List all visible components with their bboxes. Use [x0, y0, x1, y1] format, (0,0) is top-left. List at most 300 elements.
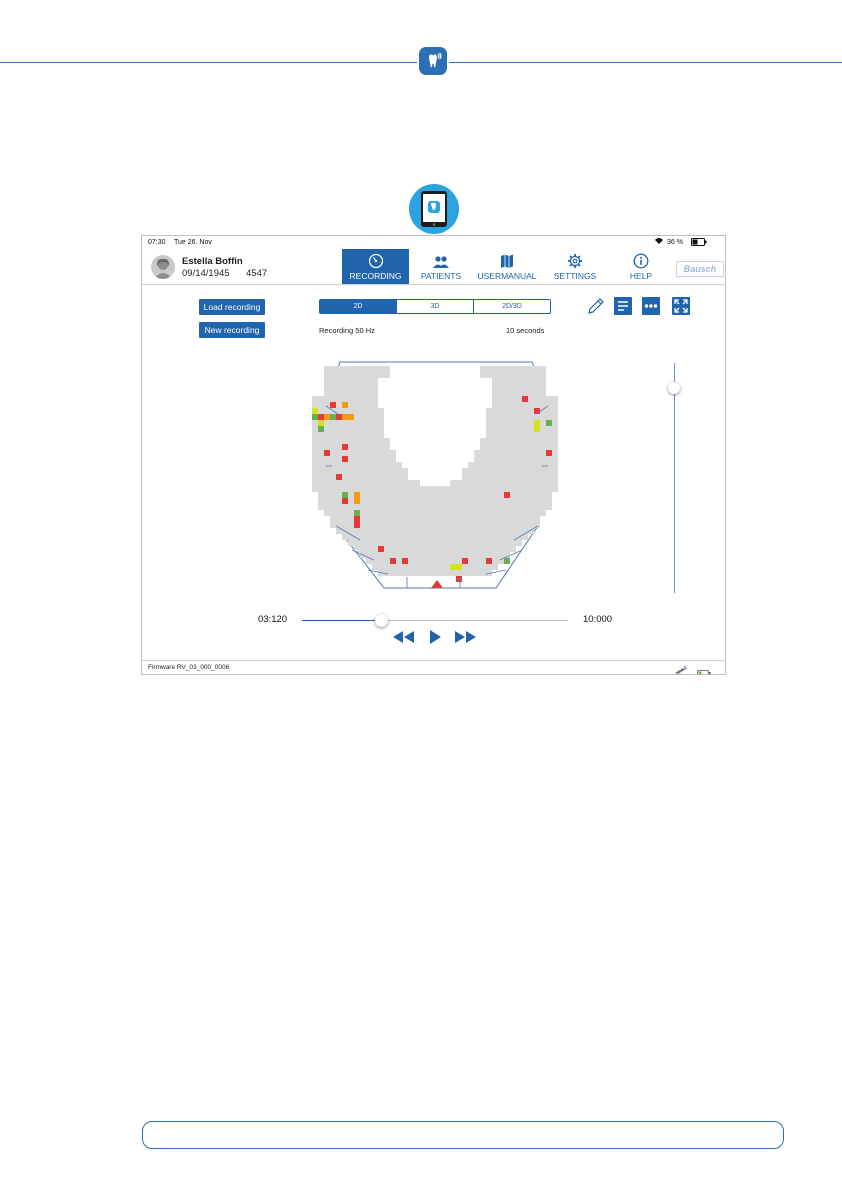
fast-forward-icon[interactable] — [453, 630, 477, 649]
sensor-cell — [480, 492, 486, 498]
sensor-cell — [348, 486, 354, 492]
sensor-cell — [414, 492, 420, 498]
contact-point — [312, 408, 318, 414]
sensor-cell — [348, 504, 354, 510]
sensor-cell — [540, 402, 546, 408]
sensor-cell — [414, 516, 420, 522]
sensor-cell — [492, 432, 498, 438]
sensor-cell — [438, 570, 444, 576]
sensor-cell — [372, 510, 378, 516]
sensor-cell — [486, 534, 492, 540]
tab-2d[interactable]: 2D — [320, 300, 396, 313]
sensor-cell — [462, 570, 468, 576]
sensor-cell — [366, 414, 372, 420]
sensor-cell — [504, 498, 510, 504]
center-marker — [431, 580, 443, 588]
sensor-cell — [534, 384, 540, 390]
sensor-cell — [444, 498, 450, 504]
sensor-cell — [498, 456, 504, 462]
sensor-cell — [354, 528, 360, 534]
sensor-cell — [468, 504, 474, 510]
sensor-cell — [444, 516, 450, 522]
sensor-cell — [528, 408, 534, 414]
battery-icon — [691, 238, 707, 248]
sensor-cell — [498, 426, 504, 432]
sensor-cell — [510, 522, 516, 528]
pencil-icon[interactable] — [586, 296, 606, 316]
sensor-cell — [534, 414, 540, 420]
sensor-cell — [480, 468, 486, 474]
sensor-cell — [408, 522, 414, 528]
sensor-cell — [486, 474, 492, 480]
sensor-cell — [462, 522, 468, 528]
sensor-cell — [324, 480, 330, 486]
sensor-cell — [498, 552, 504, 558]
sensor-cell — [534, 480, 540, 486]
sensor-cell — [336, 456, 342, 462]
sensor-cell — [342, 426, 348, 432]
sensor-cell — [492, 456, 498, 462]
sensor-cell — [546, 498, 552, 504]
sensor-cell — [390, 546, 396, 552]
avatar[interactable] — [151, 255, 175, 279]
sensor-cell — [474, 462, 480, 468]
sensor-cell — [504, 396, 510, 402]
sensor-cell — [438, 528, 444, 534]
sensor-cell — [342, 390, 348, 396]
sensor-cell — [522, 426, 528, 432]
sensor-cell — [492, 468, 498, 474]
sensor-cell — [348, 390, 354, 396]
sensor-cell — [366, 402, 372, 408]
sensor-cell — [348, 510, 354, 516]
sensor-cell — [516, 390, 522, 396]
sensor-cell — [534, 510, 540, 516]
sensor-cell — [354, 420, 360, 426]
sensor-cell — [492, 504, 498, 510]
battery-percent: 36 % — [667, 239, 683, 246]
sensor-cell — [348, 516, 354, 522]
sensor-cell — [336, 438, 342, 444]
sensor-cell — [546, 486, 552, 492]
sensor-cell — [336, 366, 342, 372]
sensor-cell — [540, 396, 546, 402]
sensor-cell — [378, 552, 384, 558]
sensor-battery-icon — [697, 664, 711, 675]
sensor-cell — [498, 432, 504, 438]
sensor-cell — [312, 486, 318, 492]
sensor-cell — [420, 486, 426, 492]
sensor-cell — [390, 498, 396, 504]
sensor-cell — [366, 408, 372, 414]
sensor-cell — [522, 390, 528, 396]
sensor-cell — [318, 456, 324, 462]
sensor-cell — [552, 450, 558, 456]
sensor-cell — [522, 486, 528, 492]
sensor-cell — [408, 552, 414, 558]
fullscreen-icon[interactable] — [671, 296, 691, 316]
sensor-cell — [378, 372, 384, 378]
sensor-cell — [510, 444, 516, 450]
sensor-cell — [534, 444, 540, 450]
sensor-cell — [510, 438, 516, 444]
sensor-cell — [534, 468, 540, 474]
sensor-cell — [402, 534, 408, 540]
sensor-cell — [420, 498, 426, 504]
sensor-cell — [378, 510, 384, 516]
sensor-cell — [384, 372, 390, 378]
force-threshold-slider[interactable] — [674, 363, 675, 593]
sensor-cell — [540, 366, 546, 372]
sensor-cell — [546, 474, 552, 480]
contact-point — [354, 498, 360, 504]
sensor-cell — [480, 570, 486, 576]
sensor-cell — [474, 570, 480, 576]
sensor-cell — [486, 564, 492, 570]
sensor-cell — [486, 420, 492, 426]
sensor-cell — [390, 486, 396, 492]
sensor-cell — [420, 504, 426, 510]
sensor-cell — [546, 426, 552, 432]
sensor-cell — [462, 540, 468, 546]
gear-icon — [567, 253, 583, 269]
sensor-cell — [462, 492, 468, 498]
tab-recording[interactable] — [342, 249, 409, 284]
tab-2d-3d[interactable]: 2D/3D — [473, 300, 550, 313]
sensor-cell — [366, 378, 372, 384]
sensor-cell — [534, 450, 540, 456]
sensor-cell — [330, 474, 336, 480]
sensor-cell — [528, 438, 534, 444]
sensor-cell — [366, 468, 372, 474]
tab-recording-label: RECORDING — [349, 271, 402, 281]
sensor-cell — [390, 504, 396, 510]
sensor-cell — [414, 546, 420, 552]
sensor-cell — [522, 510, 528, 516]
tab-help[interactable] — [616, 249, 666, 284]
sensor-cell — [492, 522, 498, 528]
sensor-cell — [516, 402, 522, 408]
sensor-cell — [408, 534, 414, 540]
sensor-cell — [486, 516, 492, 522]
sensor-cell — [408, 546, 414, 552]
sensor-cell — [360, 450, 366, 456]
sensor-cell — [324, 498, 330, 504]
sensor-cell — [486, 450, 492, 456]
sensor-cell — [366, 384, 372, 390]
sensor-cell — [402, 540, 408, 546]
sensor-cell — [378, 426, 384, 432]
tab-help-label: HELP — [629, 271, 653, 281]
sensor-cell — [546, 396, 552, 402]
sensor-cell — [432, 546, 438, 552]
sensor-cell — [480, 462, 486, 468]
sensor-cell — [510, 486, 516, 492]
sensor-cell — [498, 504, 504, 510]
sensor-cell — [336, 378, 342, 384]
sensor-cell — [372, 552, 378, 558]
sensor-cell — [360, 420, 366, 426]
sensor-cell — [516, 516, 522, 522]
timeline-knob[interactable] — [375, 614, 388, 627]
sensor-cell — [498, 408, 504, 414]
sensor-cell — [426, 570, 432, 576]
sensor-cell — [408, 540, 414, 546]
sensor-cell — [432, 486, 438, 492]
sensor-cell — [360, 396, 366, 402]
sensor-cell — [492, 480, 498, 486]
sensor-cell — [480, 564, 486, 570]
notes-icon[interactable] — [613, 296, 633, 316]
new-recording-button[interactable]: New recording — [199, 322, 265, 338]
sensor-cell — [330, 426, 336, 432]
sensor-cell — [372, 426, 378, 432]
sensor-cell — [348, 444, 354, 450]
tab-settings-label: SETTINGS — [553, 271, 597, 281]
contact-point — [318, 420, 324, 426]
sensor-cell — [378, 462, 384, 468]
sensor-cell — [528, 432, 534, 438]
sensor-cell — [504, 468, 510, 474]
sensor-cell — [342, 366, 348, 372]
tooth-bluetooth-icon — [419, 47, 447, 75]
sensor-cell — [378, 456, 384, 462]
sensor-cell — [492, 546, 498, 552]
sensor-cell — [348, 384, 354, 390]
sensor-cell — [420, 564, 426, 570]
sensor-cell — [456, 492, 462, 498]
sensor-cell — [312, 468, 318, 474]
sensor-cell — [420, 540, 426, 546]
sensor-cell — [468, 480, 474, 486]
sensor-cell — [462, 468, 468, 474]
sensor-cell — [540, 390, 546, 396]
sensor-cell — [504, 426, 510, 432]
sensor-cell — [396, 486, 402, 492]
sensor-cell — [330, 516, 336, 522]
sensor-icon — [674, 662, 688, 675]
sensor-cell — [312, 444, 318, 450]
sensor-cell — [372, 540, 378, 546]
tab-settings[interactable] — [546, 249, 604, 284]
sensor-cell — [342, 462, 348, 468]
sensor-cell — [378, 516, 384, 522]
sensor-cell — [420, 528, 426, 534]
sensor-cell — [384, 366, 390, 372]
sensor-cell — [504, 390, 510, 396]
sensor-cell — [546, 444, 552, 450]
sensor-cell — [426, 522, 432, 528]
sensor-cell — [312, 420, 318, 426]
sensor-cell — [522, 450, 528, 456]
sensor-cell — [426, 552, 432, 558]
sensor-cell — [498, 540, 504, 546]
sensor-cell — [516, 522, 522, 528]
sensor-cell — [516, 492, 522, 498]
sensor-cell — [438, 486, 444, 492]
sensor-cell — [324, 420, 330, 426]
sensor-cell — [510, 468, 516, 474]
sensor-cell — [444, 510, 450, 516]
load-recording-button[interactable]: Load recording — [199, 299, 265, 315]
tab-3d[interactable]: 3D — [396, 300, 473, 313]
sensor-cell — [366, 366, 372, 372]
sensor-cell — [432, 516, 438, 522]
timeline-progress — [302, 620, 381, 621]
sensor-cell — [402, 474, 408, 480]
sensor-cell — [498, 528, 504, 534]
sensor-cell — [462, 534, 468, 540]
sensor-cell — [348, 402, 354, 408]
sensor-cell — [492, 384, 498, 390]
sensor-cell — [438, 546, 444, 552]
sensor-cell — [354, 462, 360, 468]
sensor-cell — [522, 498, 528, 504]
sensor-cell — [330, 450, 336, 456]
sensor-cell — [390, 510, 396, 516]
sensor-cell — [360, 492, 366, 498]
sensor-cell — [528, 498, 534, 504]
sensor-cell — [390, 570, 396, 576]
sensor-cell — [504, 450, 510, 456]
sensor-cell — [348, 480, 354, 486]
sensor-cell — [540, 480, 546, 486]
sensor-cell — [486, 486, 492, 492]
sensor-cell — [498, 420, 504, 426]
sensor-cell — [372, 444, 378, 450]
total-time: 10:000 — [583, 614, 613, 625]
sensor-cell — [330, 432, 336, 438]
sensor-cell — [384, 516, 390, 522]
sensor-cell — [426, 564, 432, 570]
sensor-cell — [360, 408, 366, 414]
sensor-cell — [504, 456, 510, 462]
sensor-cell — [534, 474, 540, 480]
sensor-cell — [324, 462, 330, 468]
rewind-icon[interactable] — [392, 630, 416, 649]
sensor-cell — [354, 450, 360, 456]
sensor-cell — [510, 384, 516, 390]
sensor-cell — [396, 564, 402, 570]
sensor-cell — [516, 420, 522, 426]
sensor-cell — [516, 504, 522, 510]
sensor-cell — [324, 510, 330, 516]
sensor-cell — [486, 480, 492, 486]
play-icon[interactable] — [428, 629, 442, 650]
sensor-cell — [330, 438, 336, 444]
sensor-cell — [540, 444, 546, 450]
sensor-cell — [540, 474, 546, 480]
sensor-cell — [450, 516, 456, 522]
sensor-cell — [432, 498, 438, 504]
sensor-cell — [552, 420, 558, 426]
sensor-cell — [522, 474, 528, 480]
more-icon[interactable] — [641, 296, 661, 316]
sensor-cell — [510, 402, 516, 408]
sensor-cell — [330, 468, 336, 474]
sensor-cell — [312, 480, 318, 486]
sensor-cell — [498, 384, 504, 390]
sensor-cell — [384, 468, 390, 474]
sensor-cell — [486, 456, 492, 462]
sensor-cell — [504, 528, 510, 534]
force-threshold-knob[interactable] — [668, 382, 680, 394]
occlusion-map — [302, 356, 572, 596]
sensor-cell — [498, 516, 504, 522]
sensor-cell — [390, 540, 396, 546]
sensor-cell — [432, 504, 438, 510]
sensor-cell — [426, 510, 432, 516]
sensor-cell — [540, 426, 546, 432]
sensor-cell — [336, 462, 342, 468]
sensor-cell — [546, 438, 552, 444]
tab-patients[interactable] — [414, 249, 468, 284]
sensor-cell — [528, 372, 534, 378]
sensor-cell — [324, 468, 330, 474]
sensor-cell — [396, 462, 402, 468]
sensor-cell — [366, 450, 372, 456]
sensor-cell — [312, 426, 318, 432]
sensor-cell — [450, 570, 456, 576]
sensor-cell — [522, 444, 528, 450]
sensor-cell — [396, 558, 402, 564]
sensor-cell — [474, 498, 480, 504]
sensor-cell — [342, 504, 348, 510]
sensor-cell — [342, 516, 348, 522]
contact-point — [546, 450, 552, 456]
current-time: 03:120 — [258, 614, 288, 625]
sensor-cell — [528, 522, 534, 528]
sensor-cell — [354, 480, 360, 486]
tab-patients-label: PATIENTS — [420, 271, 462, 281]
sensor-cell — [474, 486, 480, 492]
sensor-cell — [402, 564, 408, 570]
sensor-cell — [474, 474, 480, 480]
contact-point — [402, 558, 408, 564]
sensor-cell — [492, 516, 498, 522]
sensor-cell — [504, 534, 510, 540]
sensor-cell — [366, 480, 372, 486]
sensor-cell — [504, 504, 510, 510]
sensor-cell — [390, 462, 396, 468]
sensor-cell — [372, 546, 378, 552]
sensor-cell — [366, 546, 372, 552]
sensor-cell — [432, 534, 438, 540]
sensor-cell — [372, 384, 378, 390]
sensor-cell — [504, 366, 510, 372]
sensor-cell — [330, 504, 336, 510]
sensor-cell — [504, 516, 510, 522]
sensor-cell — [348, 438, 354, 444]
sensor-cell — [462, 474, 468, 480]
sensor-cell — [342, 438, 348, 444]
sensor-cell — [318, 402, 324, 408]
contact-point — [324, 450, 330, 456]
tab-usermanual[interactable] — [474, 249, 540, 284]
sensor-cell — [396, 504, 402, 510]
sensor-cell — [468, 552, 474, 558]
sensor-cell — [360, 438, 366, 444]
sensor-cell — [390, 480, 396, 486]
sensor-cell — [516, 498, 522, 504]
sensor-cell — [360, 516, 366, 522]
sensor-cell — [450, 498, 456, 504]
sensor-cell — [312, 456, 318, 462]
sensor-cell — [528, 414, 534, 420]
sensor-cell — [342, 384, 348, 390]
contact-point — [324, 414, 330, 420]
sensor-cell — [492, 438, 498, 444]
